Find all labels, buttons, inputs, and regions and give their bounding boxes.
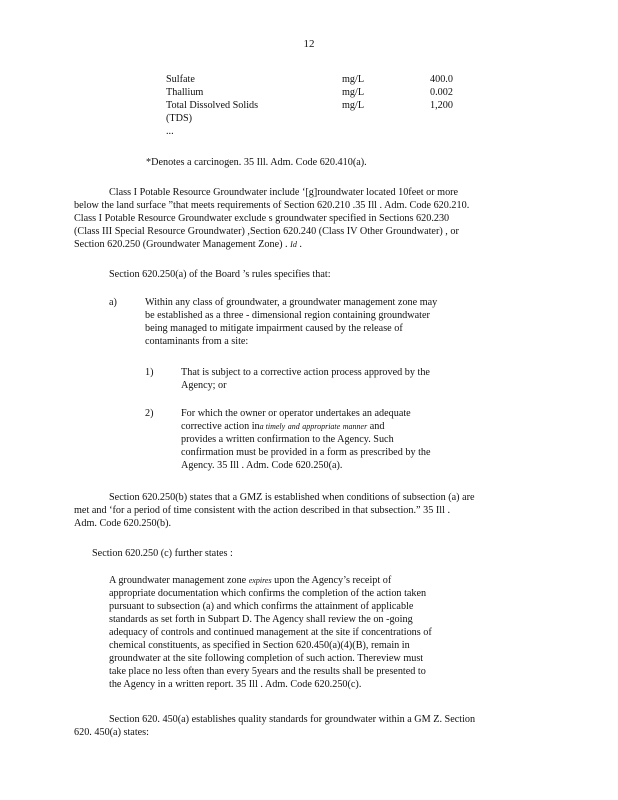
paragraph-line: met and ‘for a period of time consistent with the action described in that subsection.” 35 Ill . <box>74 505 450 516</box>
paragraph-line <box>74 238 302 251</box>
table-row <box>166 125 490 138</box>
list-item-line: Within any class of groundwater, a groundwater management zone may <box>145 297 438 308</box>
paragraph-line: Section 620.250(b) states that a GMZ is established when conditions of subsection (a) are <box>109 492 475 503</box>
list-item-line: contaminants from a site: <box>145 336 249 347</box>
footnote: *Denotes a carcinogen. 35 Ill. Adm. Code 620.410(a). <box>146 157 367 168</box>
table-cell-name: (TDS) <box>166 113 193 124</box>
table-cell-name: Sulfate <box>166 74 195 85</box>
list-item-line: Agency; or <box>181 380 227 391</box>
quote-line: groundwater at the site following completion of such action. Thereview must <box>109 653 424 664</box>
table-row <box>166 73 490 86</box>
list-item-line <box>181 420 384 433</box>
italic-text: manner <box>342 422 368 431</box>
paragraph-line: Section 620.250 (c) further states : <box>92 548 233 559</box>
table-row <box>166 112 490 125</box>
table-cell-value: 0.002 <box>430 87 453 98</box>
list-item-line: Agency. 35 Ill . Adm. Code 620.250(a). <box>181 460 343 471</box>
italic-text: and <box>287 422 300 431</box>
quote-line: chemical constituents, as specified in Section 620.450(a)(4)(B), remain in <box>109 640 410 651</box>
page-number: 12 <box>303 38 315 50</box>
italic-text: expires <box>248 576 272 585</box>
table-row <box>166 86 490 99</box>
italic-text: appropriate <box>302 422 341 431</box>
paragraph-text: Section 620.250 (Groundwater Management Zone) . <box>74 239 288 250</box>
table-cell-unit: mg/L <box>342 87 365 98</box>
id-citation: Id <box>290 240 297 249</box>
table-cell-value <box>430 125 490 138</box>
quote-line: appropriate documentation which confirms the completion of the action taken <box>109 588 427 599</box>
quote-line: adequacy of controls and continued management at the site if concentrations of <box>109 627 432 638</box>
paragraph-line: 620. 450(a) states: <box>74 727 149 738</box>
italic-text: a timely <box>259 422 286 431</box>
list-item-line: That is subject to a corrective action process approved by the <box>181 367 430 378</box>
paragraph-text: . <box>299 239 302 250</box>
paragraph-line: Class I Potable Resource Groundwater include ‘[g]roundwater located 10feet or more <box>109 187 459 198</box>
quote-text: upon the Agency’s receipt of <box>274 575 392 586</box>
table-cell-value <box>430 112 490 125</box>
list-item-line: being managed to mitigate impairment caused by the release of <box>145 323 403 334</box>
list-item-text: corrective action in <box>181 421 260 432</box>
table-cell-unit <box>342 112 430 125</box>
list-label: 1) <box>145 367 154 378</box>
table-cell-name: Total Dissolved Solids <box>166 100 259 111</box>
quote-line <box>109 574 391 587</box>
paragraph-line: below the land surface ”that meets requirements of Section 620.210 .35 Ill . Adm. Code 620.210. <box>74 200 470 211</box>
paragraph-line: Adm. Code 620.250(b). <box>74 518 172 529</box>
list-item-line: be established as a three - dimensional region containing groundwater <box>145 310 430 321</box>
list-label: 2) <box>145 408 154 419</box>
table-cell-value: 1,200 <box>430 100 453 111</box>
table-cell-unit: mg/L <box>342 100 365 111</box>
table-cell-value: 400.0 <box>430 74 453 85</box>
quote-line: take place no less often than every 5years and the results shall be presented to <box>109 666 426 677</box>
list-item-line: confirmation must be provided in a form as prescribed by the <box>181 447 431 458</box>
paragraph-line: Section 620.250(a) of the Board ’s rules specifies that: <box>109 269 331 280</box>
quote-text: A groundwater management zone <box>109 575 247 586</box>
list-item-line: For which the owner or operator undertakes an adequate <box>181 408 411 419</box>
list-item-line: provides a written confirmation to the Agency. Such <box>181 434 394 445</box>
table-cell-name: ... <box>166 126 174 137</box>
paragraph-line: (Class III Special Resource Groundwater) ,Section 620.240 (Class IV Other Groundwater) , or <box>74 226 459 237</box>
table-cell-unit: mg/L <box>342 74 365 85</box>
paragraph-line: Section 620. 450(a) establishes quality standards for groundwater within a GM Z. Section <box>109 714 476 725</box>
table-row <box>166 99 490 112</box>
paragraph-line: Class I Potable Resource Groundwater exclude s groundwater specified in Sections 620.230 <box>74 213 450 224</box>
list-label: a) <box>109 297 117 308</box>
standards-table <box>166 73 490 138</box>
quote-line: standards as set forth in Subpart D. The Agency shall review the on -going <box>109 614 413 625</box>
quote-line: pursuant to subsection (a) and which confirms the attainment of applicable <box>109 601 414 612</box>
table-cell-unit <box>342 125 430 138</box>
list-item-text: and <box>369 421 385 432</box>
quote-line: the Agency in a written report. 35 Ill . Adm. Code 620.250(c). <box>109 679 362 690</box>
table-cell-name: Thallium <box>166 87 204 98</box>
